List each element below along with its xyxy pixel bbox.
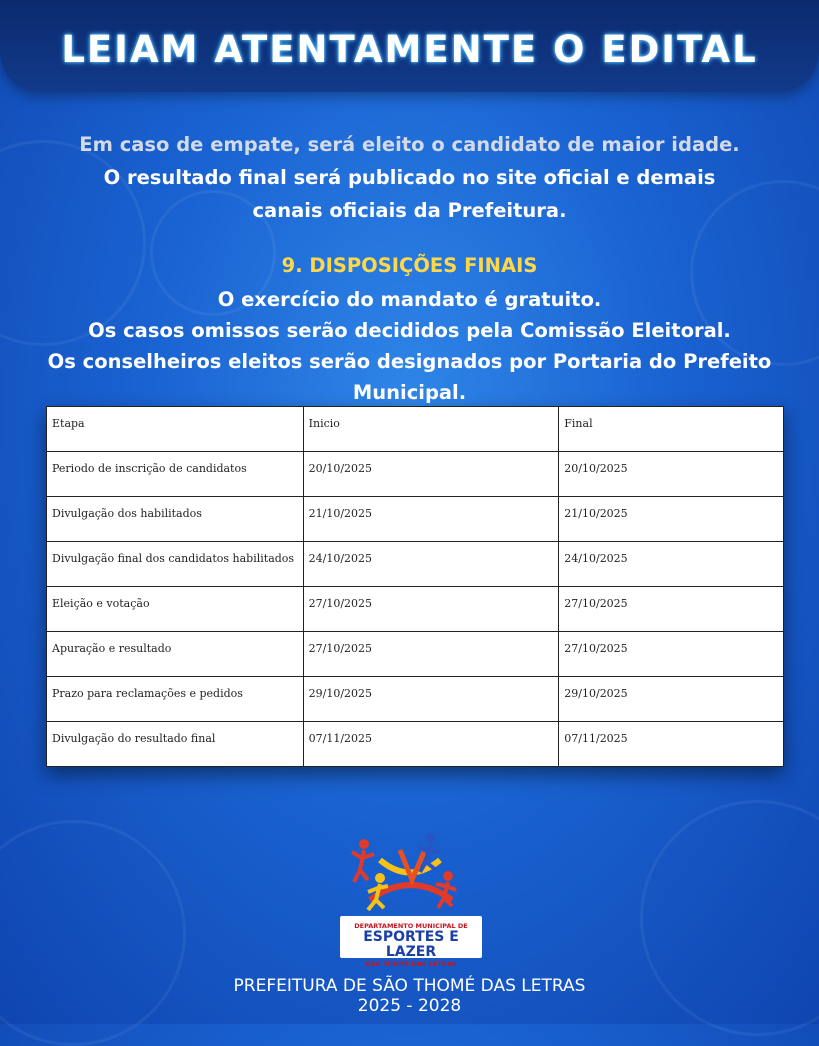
section-line: Os conselheiros eleitos serão designados por Portaria do Prefeito Municipal. xyxy=(47,350,772,404)
footer xyxy=(0,976,819,1016)
table-cell: 27/10/2025 xyxy=(303,587,559,632)
section-line: O exercício do mandato é gratuito. xyxy=(217,288,602,311)
footer-line: PREFEITURA DE SÃO THOMÉ DAS LETRAS xyxy=(233,976,586,996)
table-cell: 27/10/2025 xyxy=(559,632,784,677)
logo-text-box xyxy=(340,916,482,968)
table-row xyxy=(47,632,784,677)
table-cell: 07/11/2025 xyxy=(303,722,559,767)
table-cell: Periodo de inscrição de candidatos xyxy=(47,452,304,497)
table-row xyxy=(47,722,784,767)
section-title: 9. DISPOSIÇÕES FINAIS xyxy=(281,254,538,277)
intro-line: O resultado final será publicado no site oficial e demais xyxy=(103,166,716,189)
table-cell: 29/10/2025 xyxy=(303,677,559,722)
table-cell: Divulgação dos habilitados xyxy=(47,497,304,542)
intro-text xyxy=(0,128,819,227)
table-cell: Eleição e votação xyxy=(47,587,304,632)
schedule-table xyxy=(46,406,784,767)
table-row xyxy=(47,677,784,722)
section-text xyxy=(0,284,819,408)
header-banner xyxy=(0,0,819,92)
table-cell: Prazo para reclamações e pedidos xyxy=(47,677,304,722)
logo-name: ESPORTES E LAZER xyxy=(363,929,459,960)
table-header-cell: Final xyxy=(559,407,784,452)
table-cell: 24/10/2025 xyxy=(303,542,559,587)
table-row xyxy=(47,587,784,632)
table-cell: Apuração e resultado xyxy=(47,632,304,677)
intro-line: canais oficiais da Prefeitura. xyxy=(252,199,567,222)
table-row xyxy=(47,542,784,587)
table-cell: 27/10/2025 xyxy=(303,632,559,677)
table-cell: 20/10/2025 xyxy=(559,452,784,497)
logo-city: SÃO THOMÉ DAS LETRAS xyxy=(365,960,457,968)
page-title: LEIAM ATENTAMENTE O EDITAL xyxy=(61,28,758,71)
intro-line: Em caso de empate, será eleito o candidato de maior idade. xyxy=(79,133,740,156)
table-cell: Divulgação do resultado final xyxy=(47,722,304,767)
table-cell: 29/10/2025 xyxy=(559,677,784,722)
table-cell: 27/10/2025 xyxy=(559,587,784,632)
table-cell: 20/10/2025 xyxy=(303,452,559,497)
table-header-cell: Inicio xyxy=(303,407,559,452)
table-cell: Divulgação final dos candidatos habilitados xyxy=(47,542,304,587)
table-cell: 07/11/2025 xyxy=(559,722,784,767)
table-row xyxy=(47,497,784,542)
footer-line: 2025 - 2028 xyxy=(357,996,462,1016)
logo-department-label: DEPARTAMENTO MUNICIPAL DE xyxy=(354,922,468,930)
table-row xyxy=(47,452,784,497)
table-cell: 21/10/2025 xyxy=(303,497,559,542)
athletes-emblem-icon xyxy=(340,830,482,916)
table-cell: 21/10/2025 xyxy=(559,497,784,542)
section-line: Os casos omissos serão decididos pela Comissão Eleitoral. xyxy=(88,319,731,342)
table-header-cell: Etapa xyxy=(47,407,304,452)
table-cell: 24/10/2025 xyxy=(559,542,784,587)
department-logo xyxy=(340,830,482,968)
table-header-row xyxy=(47,407,784,452)
